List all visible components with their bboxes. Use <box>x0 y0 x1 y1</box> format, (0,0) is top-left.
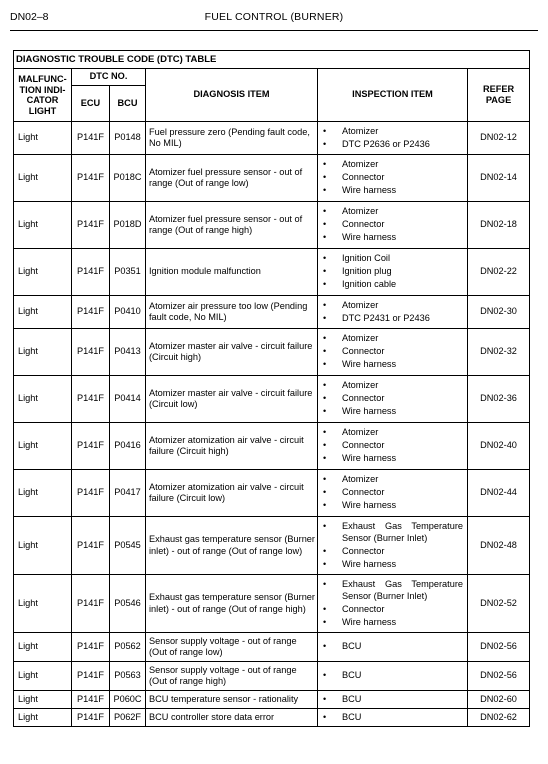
inspection-item-cell <box>318 662 468 691</box>
inspection-item-cell <box>318 376 468 423</box>
col-header-dtc-no: DTC NO. <box>72 69 146 86</box>
inspection-item-cell <box>318 329 468 376</box>
ecu-code-cell: P141F <box>72 376 110 423</box>
indicator-light-cell: Light <box>14 662 72 691</box>
bcu-code-cell: P0545 <box>110 517 146 575</box>
refer-page-cell: DN02-56 <box>468 633 530 662</box>
diagnosis-item-cell: Atomizer fuel pressure sensor - out of range (Out of range high) <box>146 202 318 249</box>
inspection-list-item: • Wire harness <box>320 406 465 418</box>
table-row <box>14 517 530 575</box>
ecu-code-cell: P141F <box>72 633 110 662</box>
bcu-code-cell: P018C <box>110 155 146 202</box>
indicator-light-cell: Light <box>14 709 72 727</box>
inspection-item-cell <box>318 633 468 662</box>
inspection-list <box>320 694 465 706</box>
inspection-list-item: • Wire harness <box>320 617 465 629</box>
inspection-list <box>320 300 465 325</box>
indicator-light-cell: Light <box>14 122 72 155</box>
ecu-code-cell: P141F <box>72 202 110 249</box>
diagnosis-item-cell: BCU temperature sensor - rationality <box>146 691 318 709</box>
ecu-code-cell: P141F <box>72 517 110 575</box>
indicator-light-cell: Light <box>14 329 72 376</box>
inspection-list <box>320 126 465 151</box>
diagnosis-item-cell: Atomizer master air valve - circuit failure (Circuit high) <box>146 329 318 376</box>
section-title: FUEL CONTROL (BURNER) <box>204 11 344 23</box>
diagnosis-item-cell: Atomizer master air valve - circuit failure (Circuit low) <box>146 376 318 423</box>
inspection-list <box>320 712 465 724</box>
inspection-list <box>320 253 465 291</box>
inspection-list-item: • Connector <box>320 546 465 558</box>
bcu-code-cell: P0410 <box>110 296 146 329</box>
diagnosis-item-cell: Atomizer atomization air valve - circuit failure (Circuit high) <box>146 423 318 470</box>
diagnosis-item-cell: Atomizer air pressure too low (Pending fault code, No MIL) <box>146 296 318 329</box>
inspection-item-cell <box>318 709 468 727</box>
inspection-list-item: • Exhaust Gas Temperature Sensor (Burner Inlet) <box>320 579 465 602</box>
inspection-list-item: • Ignition cable <box>320 279 465 291</box>
inspection-list-item: • Atomizer <box>320 427 465 439</box>
inspection-list <box>320 206 465 244</box>
ecu-code-cell: P141F <box>72 155 110 202</box>
ecu-code-cell: P141F <box>72 709 110 727</box>
ecu-code-cell: P141F <box>72 662 110 691</box>
inspection-list-item: • Atomizer <box>320 380 465 392</box>
indicator-light-cell: Light <box>14 633 72 662</box>
inspection-item-cell <box>318 202 468 249</box>
table-row <box>14 633 530 662</box>
inspection-list-item: • Connector <box>320 487 465 499</box>
inspection-list-item: • Wire harness <box>320 185 465 197</box>
indicator-light-cell: Light <box>14 249 72 296</box>
inspection-item-cell <box>318 155 468 202</box>
table-row <box>14 662 530 691</box>
diagnosis-item-cell: BCU controller store data error <box>146 709 318 727</box>
inspection-item-cell <box>318 575 468 633</box>
ecu-code-cell: P141F <box>72 423 110 470</box>
table-row <box>14 202 530 249</box>
refer-page-cell: DN02-18 <box>468 202 530 249</box>
diagnosis-item-cell: Atomizer atomization air valve - circuit failure (Circuit low) <box>146 470 318 517</box>
refer-page-cell: DN02-32 <box>468 329 530 376</box>
page-number: DN02–8 <box>10 11 49 23</box>
bcu-code-cell: P060C <box>110 691 146 709</box>
inspection-list-item: • Wire harness <box>320 232 465 244</box>
bcu-code-cell: P0563 <box>110 662 146 691</box>
inspection-list <box>320 159 465 197</box>
table-row <box>14 709 530 727</box>
bcu-code-cell: P0148 <box>110 122 146 155</box>
table-row <box>14 155 530 202</box>
refer-page-cell: DN02-36 <box>468 376 530 423</box>
refer-page-cell: DN02-44 <box>468 470 530 517</box>
inspection-list-item: • BCU <box>320 712 465 724</box>
table-row <box>14 691 530 709</box>
inspection-list-item: • Exhaust Gas Temperature Sensor (Burner Inlet) <box>320 521 465 544</box>
bcu-code-cell: P0413 <box>110 329 146 376</box>
ecu-code-cell: P141F <box>72 691 110 709</box>
indicator-light-cell: Light <box>14 376 72 423</box>
inspection-list-item: • Wire harness <box>320 359 465 371</box>
inspection-list <box>320 579 465 628</box>
col-header-malfunction: MALFUNC-TION INDI-CATOR LIGHT <box>14 69 72 122</box>
inspection-list <box>320 427 465 465</box>
inspection-list-item: • Atomizer <box>320 300 465 312</box>
diagnosis-item-cell: Ignition module malfunction <box>146 249 318 296</box>
table-row <box>14 423 530 470</box>
bcu-code-cell: P0351 <box>110 249 146 296</box>
inspection-item-cell <box>318 296 468 329</box>
inspection-list-item: • Atomizer <box>320 474 465 486</box>
inspection-list-item: • DTC P2636 or P2436 <box>320 139 465 151</box>
diagnosis-item-cell: Exhaust gas temperature sensor (Burner inlet) - out of range (Out of range low) <box>146 517 318 575</box>
inspection-list-item: • Connector <box>320 346 465 358</box>
ecu-code-cell: P141F <box>72 329 110 376</box>
ecu-code-cell: P141F <box>72 122 110 155</box>
col-header-refer-page: REFER PAGE <box>468 69 530 122</box>
inspection-list-item: • Atomizer <box>320 126 465 138</box>
inspection-list-item: • Connector <box>320 219 465 231</box>
inspection-list <box>320 333 465 371</box>
diagnosis-item-cell: Fuel pressure zero (Pending fault code, No MIL) <box>146 122 318 155</box>
refer-page-cell: DN02-56 <box>468 662 530 691</box>
bcu-code-cell: P0546 <box>110 575 146 633</box>
ecu-code-cell: P141F <box>72 575 110 633</box>
inspection-item-cell <box>318 122 468 155</box>
inspection-list <box>320 670 465 682</box>
inspection-item-cell <box>318 691 468 709</box>
diagnosis-item-cell: Sensor supply voltage - out of range (Out of range low) <box>146 633 318 662</box>
col-header-ecu: ECU <box>72 86 110 122</box>
ecu-code-cell: P141F <box>72 470 110 517</box>
inspection-list-item: • Wire harness <box>320 559 465 571</box>
refer-page-cell: DN02-52 <box>468 575 530 633</box>
table-title: DIAGNOSTIC TROUBLE CODE (DTC) TABLE <box>14 51 530 69</box>
inspection-item-cell <box>318 423 468 470</box>
bcu-code-cell: P062F <box>110 709 146 727</box>
inspection-list <box>320 641 465 653</box>
col-header-diagnosis-item: DIAGNOSIS ITEM <box>146 69 318 122</box>
inspection-list-item: • Ignition Coil <box>320 253 465 265</box>
indicator-light-cell: Light <box>14 296 72 329</box>
header-divider <box>10 30 538 31</box>
refer-page-cell: DN02-60 <box>468 691 530 709</box>
col-header-inspection-item: INSPECTION ITEM <box>318 69 468 122</box>
refer-page-cell: DN02-30 <box>468 296 530 329</box>
inspection-list-item: • Atomizer <box>320 159 465 171</box>
refer-page-cell: DN02-14 <box>468 155 530 202</box>
col-header-bcu: BCU <box>110 86 146 122</box>
refer-page-cell: DN02-12 <box>468 122 530 155</box>
refer-page-cell: DN02-40 <box>468 423 530 470</box>
bcu-code-cell: P018D <box>110 202 146 249</box>
table-row <box>14 329 530 376</box>
ecu-code-cell: P141F <box>72 249 110 296</box>
inspection-list-item: • DTC P2431 or P2436 <box>320 313 465 325</box>
bcu-code-cell: P0416 <box>110 423 146 470</box>
inspection-list-item: • Wire harness <box>320 453 465 465</box>
table-row <box>14 122 530 155</box>
inspection-list-item: • BCU <box>320 641 465 653</box>
inspection-list-item: • Atomizer <box>320 333 465 345</box>
refer-page-cell: DN02-62 <box>468 709 530 727</box>
bcu-code-cell: P0414 <box>110 376 146 423</box>
inspection-list-item: • Connector <box>320 604 465 616</box>
inspection-list-item: • Connector <box>320 172 465 184</box>
indicator-light-cell: Light <box>14 575 72 633</box>
indicator-light-cell: Light <box>14 517 72 575</box>
inspection-item-cell <box>318 249 468 296</box>
bcu-code-cell: P0417 <box>110 470 146 517</box>
ecu-code-cell: P141F <box>72 296 110 329</box>
diagnosis-item-cell: Atomizer fuel pressure sensor - out of range (Out of range low) <box>146 155 318 202</box>
page-header <box>0 0 548 32</box>
table-row <box>14 470 530 517</box>
inspection-list-item: • Connector <box>320 393 465 405</box>
inspection-item-cell <box>318 470 468 517</box>
inspection-list-item: • Connector <box>320 440 465 452</box>
indicator-light-cell: Light <box>14 202 72 249</box>
inspection-item-cell <box>318 517 468 575</box>
table-row <box>14 575 530 633</box>
inspection-list-item: • Wire harness <box>320 500 465 512</box>
indicator-light-cell: Light <box>14 423 72 470</box>
indicator-light-cell: Light <box>14 691 72 709</box>
dtc-table <box>13 50 530 727</box>
table-row <box>14 249 530 296</box>
inspection-list-item: • Ignition plug <box>320 266 465 278</box>
inspection-list <box>320 474 465 512</box>
table-row <box>14 296 530 329</box>
table-row <box>14 376 530 423</box>
inspection-list-item: • BCU <box>320 670 465 682</box>
inspection-list-item: • BCU <box>320 694 465 706</box>
inspection-list <box>320 380 465 418</box>
diagnosis-item-cell: Exhaust gas temperature sensor (Burner inlet) - out of range (Out of range high) <box>146 575 318 633</box>
diagnosis-item-cell: Sensor supply voltage - out of range (Out of range high) <box>146 662 318 691</box>
indicator-light-cell: Light <box>14 470 72 517</box>
refer-page-cell: DN02-22 <box>468 249 530 296</box>
inspection-list <box>320 521 465 570</box>
refer-page-cell: DN02-48 <box>468 517 530 575</box>
indicator-light-cell: Light <box>14 155 72 202</box>
bcu-code-cell: P0562 <box>110 633 146 662</box>
inspection-list-item: • Atomizer <box>320 206 465 218</box>
table-body <box>14 122 530 727</box>
